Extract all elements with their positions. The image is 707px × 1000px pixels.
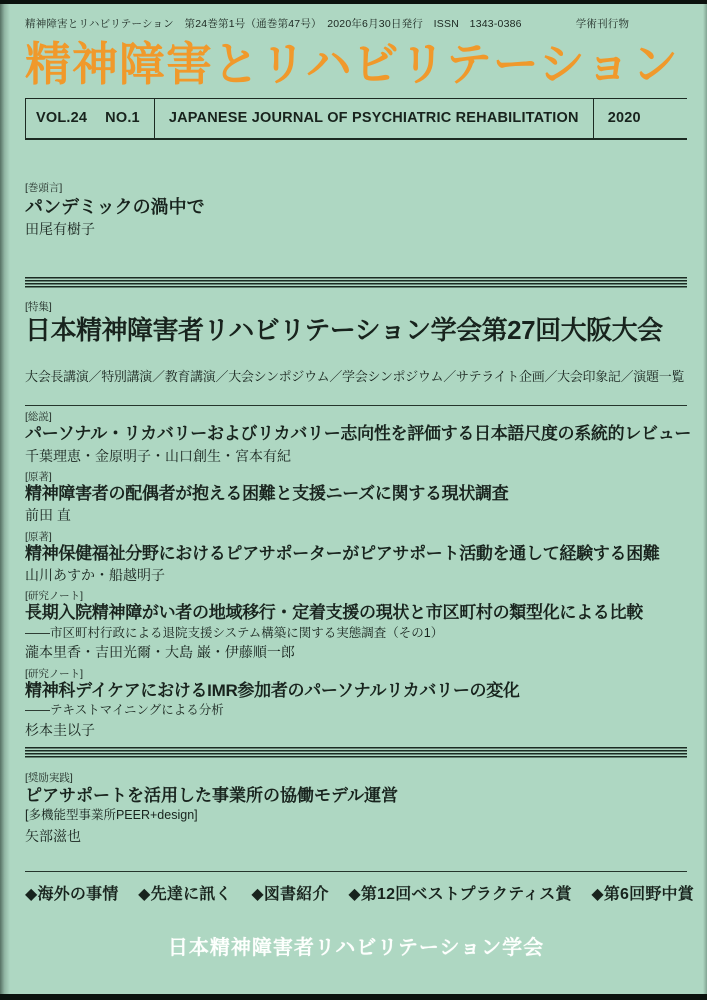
publication-type-label: 学術刊行物 [575,18,630,30]
section-item: ◆第12回ベストプラクティス賞 [348,885,572,903]
article-title: 長期入院精神障がい者の地域移行・定着支援の現状と市区町村の類型化による比較 [25,603,643,623]
multi-line-rule [25,277,687,288]
article-title: 精神保健福祉分野におけるピアサポーターがピアサポート活動を通して経験する困難 [25,543,660,563]
volume-bar [25,98,687,140]
feature-contents-list: 大会長講演／特別講演／教育講演／大会シンポジウム／学会シンポジウム／サテライト企画／大会印象記／演題一覧 [25,368,685,384]
practice-author: 矢部滋也 [25,827,81,844]
section-item: ◆先達に訊く [138,885,232,903]
masthead-info-line [25,16,687,31]
article-title: 精神科デイケアにおけるIMR参加者のパーソナルリカバリーの変化 [25,680,520,700]
practice-section [25,772,687,845]
lead-title: パンデミックの渦中で [25,196,205,217]
article-category-label: [研究ノート] [25,667,84,680]
feature-section [25,301,687,386]
feature-title: 日本精神障害者リハビリテーション学会第27回大阪大会 [25,314,663,345]
article-authors: 山川あすか・船越明子 [25,567,165,584]
article-category-label: [原著] [25,530,52,543]
article-entry [25,531,687,585]
article-authors: 瀧本里香・吉田光爾・大島 巌・伊藤順一郎 [25,644,295,661]
divider-rule [25,405,687,406]
practice-title: ピアサポートを活用した事業所の協働モデル運営 [25,785,399,805]
publisher-name: 日本精神障害者リハビリテーション学会 [167,936,545,959]
article-category-label: [原著] [25,471,52,484]
issue-info-text: 精神障害とリハビリテーション 第24巻第1号（通巻第47号） 2020年6月30日発行 ISSN 1343-0386 [25,18,522,30]
article-authors: 前田 直 [25,507,71,524]
article-category-label: [研究ノート] [25,590,84,603]
article-subtitle: ――市区町村行政による退院支援システム構築に関する実態調査（その1） [25,625,444,640]
volume-number-cell [25,99,154,138]
section-item: ◆第6回野中賞 [591,885,694,903]
article-entry [25,668,687,739]
issue-number-label: NO.1 [105,110,140,127]
year-label: 2020 [593,99,687,138]
article-category-label: [総説] [25,411,52,424]
journal-title: 精神障害とリハビリテーション [25,38,679,90]
scan-edge-bottom [0,994,707,1000]
lead-category-label: [巻頭言] [25,181,63,194]
section-item: ◆海外の事情 [25,885,119,903]
scan-spine-shadow [0,0,10,1000]
article-title: 精神障害者の配偶者が抱える困難と支援ニーズに関する現状調査 [25,484,509,504]
multi-line-rule [25,747,687,758]
article-entry [25,411,692,465]
journal-english-title: JAPANESE JOURNAL OF PSYCHIATRIC REHABILITATION [154,99,593,138]
article-entry [25,590,687,661]
volume-label: VOL.24 [36,110,88,127]
regular-sections-line [25,881,694,904]
practice-organization: [多機能型事業所PEER+design] [25,808,198,823]
article-authors: 杉本圭以子 [25,721,95,738]
divider-rule [25,871,687,872]
lead-author: 田尾有樹子 [25,221,95,238]
scan-edge-top [0,0,707,4]
article-entry [25,471,687,525]
article-title: パーソナル・リカバリーおよびリカバリー志向性を評価する日本語尺度の系統的レビュー [25,424,692,444]
section-item: ◆図書紹介 [251,885,329,903]
article-authors: 千葉理恵・金原明子・山口創生・宮本有紀 [25,447,291,464]
article-subtitle: ――テキストマイニングによる分析 [25,703,224,718]
lead-article [25,182,687,239]
feature-category-label: [特集] [25,300,52,313]
scan-edge-right [703,0,707,1000]
articles-list [25,411,692,738]
practice-category-label: [奨励実践] [25,771,73,784]
